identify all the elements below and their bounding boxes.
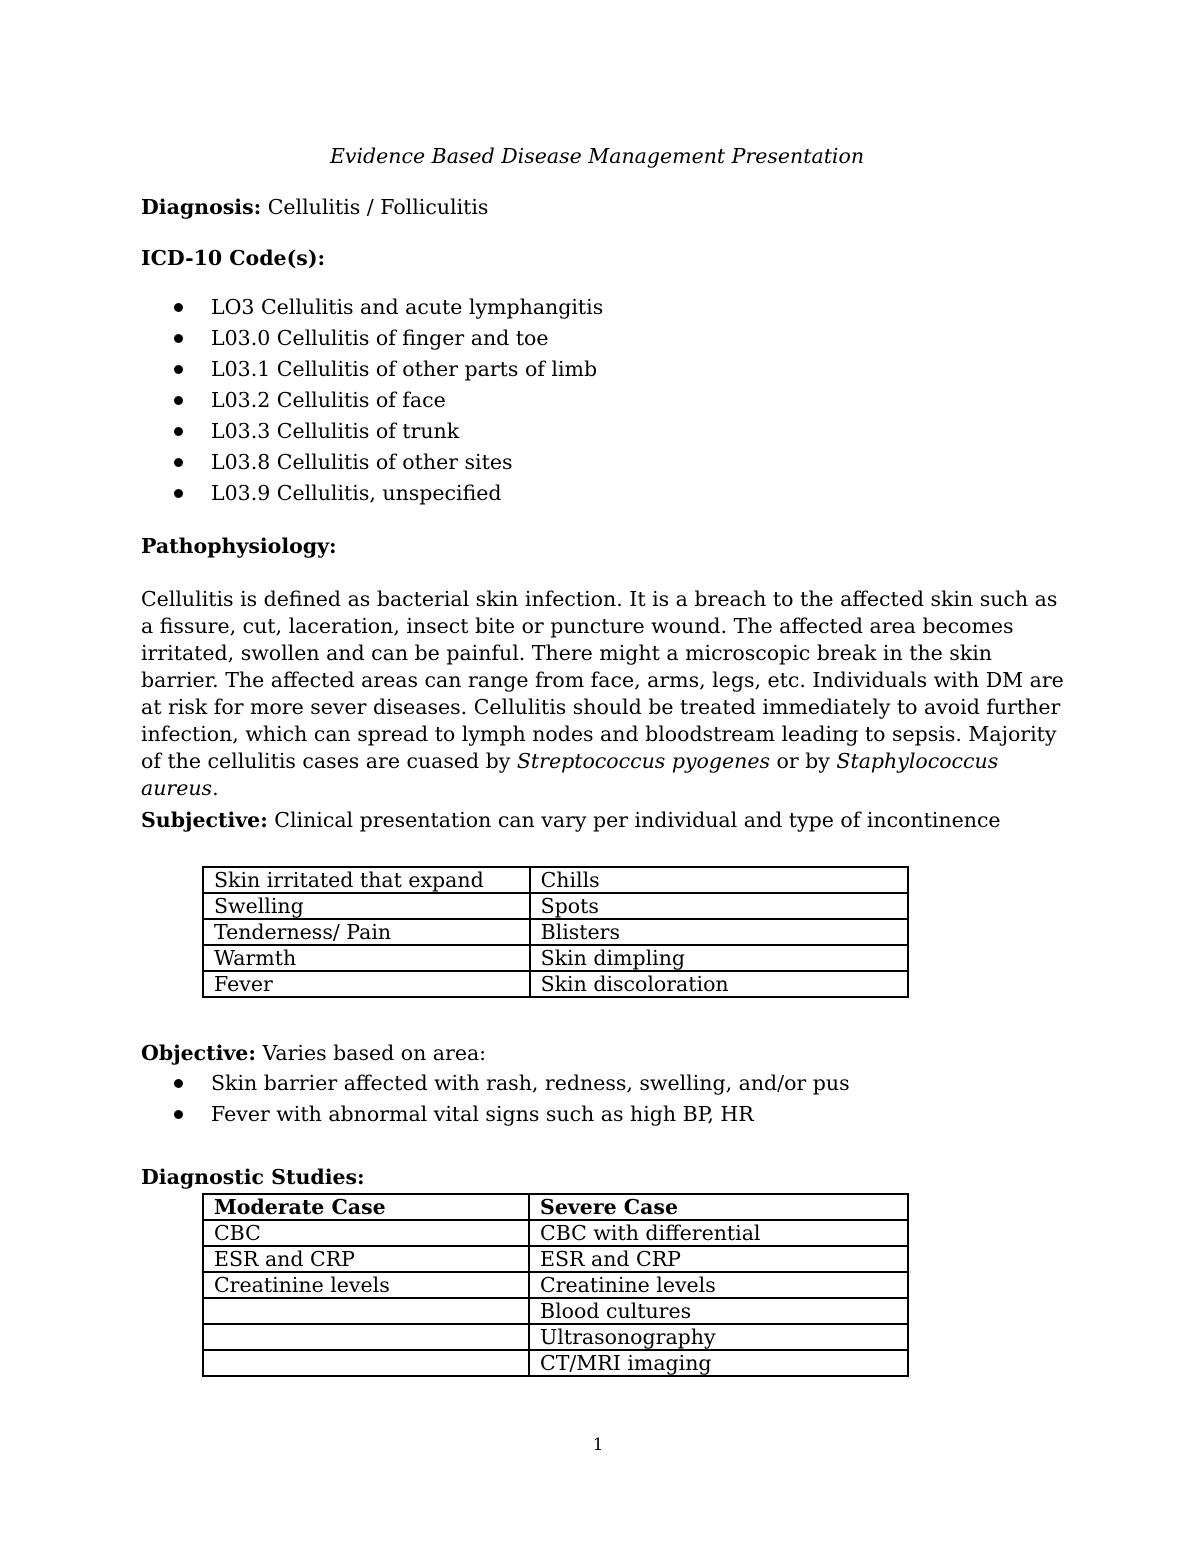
list-item bbox=[141, 385, 603, 416]
table-cell bbox=[203, 1324, 529, 1350]
table-cell: Creatinine levels bbox=[529, 1272, 908, 1298]
list-item bbox=[141, 323, 603, 354]
table-row bbox=[203, 1298, 908, 1324]
table-cell bbox=[203, 1298, 529, 1324]
list-item bbox=[141, 1068, 850, 1099]
diagnostic-label: Diagnostic Studies: bbox=[141, 1165, 365, 1189]
bullet-icon bbox=[174, 365, 183, 374]
table-cell: Swelling bbox=[203, 893, 530, 919]
table-cell: CT/MRI imaging bbox=[529, 1350, 908, 1376]
pathophysiology-text: Cellulitis is defined as bacterial skin infection. It is a breach to the affected skin such as a fissure, cut, laceration, insect bite or puncture wound. The affected area becomes irritated, swollen and can be painful. There might a microscopic break in the skin barrier. The affected areas can range from face, arms, legs, etc. Individuals with DM are at risk for more sever diseases. Cellulitis should be treated immediately to avoid further infection, which can spread to lymph nodes and bloodstream leading to sepsis. Majority of the cellulitis cases are cuased by bbox=[141, 587, 1064, 773]
diagnosis-label: Diagnosis: bbox=[141, 195, 262, 219]
list-item bbox=[141, 416, 603, 447]
pathophysiology-label: Pathophysiology: bbox=[141, 534, 337, 558]
table-cell: Blisters bbox=[530, 919, 908, 945]
table-cell: Creatinine levels bbox=[203, 1272, 529, 1298]
diagnostic-heading bbox=[141, 1163, 365, 1191]
icd-code-text: L03.8 Cellulitis of other sites bbox=[211, 450, 513, 474]
pathophysiology-paragraph bbox=[141, 586, 1066, 802]
objective-item-text: Skin barrier affected with rash, redness, swelling, and/or pus bbox=[211, 1071, 850, 1095]
table-cell: Chills bbox=[530, 867, 908, 893]
table-header-cell: Severe Case bbox=[529, 1194, 908, 1220]
table-row bbox=[203, 1272, 908, 1298]
icd-code-text: L03.2 Cellulitis of face bbox=[211, 388, 446, 412]
table-cell: Blood cultures bbox=[529, 1298, 908, 1324]
icd-heading bbox=[141, 244, 325, 272]
table-cell: ESR and CRP bbox=[529, 1246, 908, 1272]
table-row bbox=[203, 1246, 908, 1272]
diagnostic-studies-table bbox=[202, 1193, 909, 1377]
organism-name: Streptococcus pyogenes bbox=[516, 749, 770, 773]
table-cell: Spots bbox=[530, 893, 908, 919]
diagnosis-value: Cellulitis / Folliculitis bbox=[261, 195, 489, 219]
table-row bbox=[203, 867, 908, 893]
subjective-symptoms-table bbox=[202, 866, 909, 998]
bullet-icon bbox=[174, 303, 183, 312]
icd-code-text: L03.0 Cellulitis of finger and toe bbox=[211, 326, 549, 350]
table-row bbox=[203, 1350, 908, 1376]
table-cell: CBC with differential bbox=[529, 1220, 908, 1246]
objective-label: Objective: bbox=[141, 1041, 256, 1065]
icd-code-text: L03.9 Cellulitis, unspecified bbox=[211, 481, 502, 505]
icd-code-list bbox=[141, 292, 603, 509]
pathophysiology-heading bbox=[141, 532, 337, 560]
diagnosis-line bbox=[141, 193, 488, 221]
table-cell: Warmth bbox=[203, 945, 530, 971]
bullet-icon bbox=[174, 427, 183, 436]
table-cell: Ultrasonography bbox=[529, 1324, 908, 1350]
table-cell bbox=[203, 1350, 529, 1376]
list-item bbox=[141, 292, 603, 323]
objective-list bbox=[141, 1068, 850, 1130]
table-row bbox=[203, 1220, 908, 1246]
bullet-icon bbox=[174, 489, 183, 498]
table-cell: Fever bbox=[203, 971, 530, 997]
objective-value: Varies based on area: bbox=[255, 1041, 487, 1065]
bullet-icon bbox=[174, 1110, 183, 1119]
objective-item-text: Fever with abnormal vital signs such as high BP, HR bbox=[211, 1102, 754, 1126]
organism-connector: or by bbox=[770, 749, 837, 773]
page-number: 1 bbox=[592, 1435, 604, 1455]
bullet-icon bbox=[174, 334, 183, 343]
table-row bbox=[203, 893, 908, 919]
bullet-icon bbox=[174, 396, 183, 405]
table-cell: ESR and CRP bbox=[203, 1246, 529, 1272]
table-row bbox=[203, 1324, 908, 1350]
organism-name: Staphylococcus aureus bbox=[141, 749, 999, 800]
table-row bbox=[203, 945, 908, 971]
table-cell: Tenderness/ Pain bbox=[203, 919, 530, 945]
icd-code-text: L03.1 Cellulitis of other parts of limb bbox=[211, 357, 598, 381]
icd-code-text: L03.3 Cellulitis of trunk bbox=[211, 419, 460, 443]
document-title: Evidence Based Disease Management Presentation bbox=[329, 144, 865, 168]
table-cell: Skin discoloration bbox=[530, 971, 908, 997]
table-row bbox=[203, 971, 908, 997]
list-item bbox=[141, 447, 603, 478]
bullet-icon bbox=[174, 1079, 183, 1088]
table-header-cell: Moderate Case bbox=[203, 1194, 529, 1220]
list-item bbox=[141, 354, 603, 385]
objective-line bbox=[141, 1039, 486, 1067]
paragraph-end: . bbox=[212, 776, 219, 800]
table-cell: CBC bbox=[203, 1220, 529, 1246]
list-item bbox=[141, 1099, 850, 1130]
table-row bbox=[203, 919, 908, 945]
icd-label: ICD-10 Code(s): bbox=[141, 246, 326, 270]
subjective-value: Clinical presentation can vary per individual and type of incontinence bbox=[267, 808, 1001, 832]
table-cell: Skin dimpling bbox=[530, 945, 908, 971]
list-item bbox=[141, 478, 603, 509]
icd-code-text: LO3 Cellulitis and acute lymphangitis bbox=[211, 295, 604, 319]
table-header-row bbox=[203, 1194, 908, 1220]
subjective-label: Subjective: bbox=[141, 808, 268, 832]
bullet-icon bbox=[174, 458, 183, 467]
table-cell: Skin irritated that expand bbox=[203, 867, 530, 893]
subjective-line bbox=[141, 806, 1001, 834]
